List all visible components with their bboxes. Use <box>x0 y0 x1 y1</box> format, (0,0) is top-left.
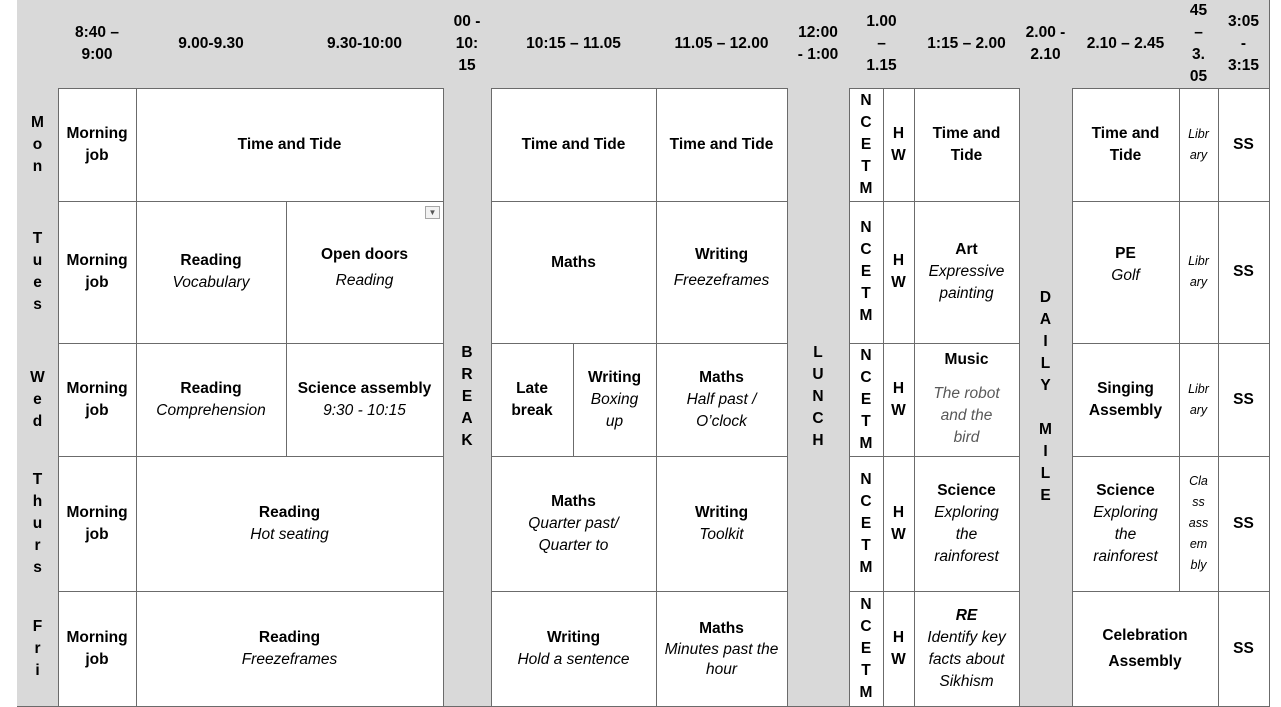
tues-library: Library <box>1179 201 1219 344</box>
wed-writing <box>573 343 657 457</box>
fri-ncetm <box>849 591 884 707</box>
wed-maths-sub: Half past / O’clock <box>686 390 757 430</box>
tues-pe <box>1072 201 1180 344</box>
wed-ncetm-text: N C E T M <box>859 346 873 452</box>
tues-hw: HW <box>883 201 915 344</box>
fri-reading <box>136 591 444 707</box>
mon-ncetm <box>849 88 884 202</box>
thurs-writing <box>656 456 788 592</box>
header-time-0245: 45 – 3. 05 <box>1179 0 1219 89</box>
tues-reading <box>136 201 287 344</box>
thurs-ncetm <box>849 456 884 592</box>
tues-ncetm <box>849 201 884 344</box>
tues-pe-sub: Golf <box>1111 267 1140 284</box>
fri-maths <box>656 591 788 707</box>
day-label-thurs-text: T h u r s <box>32 470 43 576</box>
thurs-science-late <box>1072 456 1180 592</box>
wed-music-sub: The robot and the bird <box>933 385 1000 446</box>
thurs-science-title: Science <box>937 481 996 499</box>
wed-science-assembly-time: 9:30 - 10:15 <box>323 401 406 419</box>
header-time-0100: 1.00 – 1.15 <box>849 0 915 89</box>
mon-library: Library <box>1179 88 1219 202</box>
day-label-mon <box>17 88 59 202</box>
thurs-science-sub: Exploring the rainforest <box>934 503 999 565</box>
mon-ncetm-text: N C E T M <box>859 91 873 197</box>
fri-morning-job: Morning job <box>58 591 137 707</box>
day-label-tues <box>17 201 59 344</box>
mon-period-1105: Time and Tide <box>656 88 788 202</box>
header-time-0900: 9.00-9.30 <box>136 0 287 89</box>
day-label-wed <box>17 343 59 457</box>
wed-music <box>914 343 1020 457</box>
dropdown-arrow-icon[interactable]: ▼ <box>425 206 440 219</box>
mon-period-0115: Time and Tide <box>914 88 1020 202</box>
tues-open-doors-sub: Reading <box>335 272 394 289</box>
header-time-0840: 8:40 – 9:00 <box>58 0 137 89</box>
day-label-fri <box>17 591 59 707</box>
daily-mile-column <box>1019 88 1073 707</box>
tues-open-doors-title: Open doors <box>321 246 408 263</box>
tues-morning-job: Morning job <box>58 201 137 344</box>
tues-maths: Maths <box>491 201 657 344</box>
tues-reading-sub: Vocabulary <box>172 274 250 291</box>
thurs-hw: HW <box>883 456 915 592</box>
thurs-morning-job: Morning job <box>58 456 137 592</box>
mon-ss: SS <box>1218 88 1270 202</box>
break-column <box>443 88 492 707</box>
wed-writing-title: Writing <box>587 368 642 386</box>
thurs-reading-title: Reading <box>258 503 321 521</box>
thurs-library: Class assembly <box>1179 456 1219 592</box>
tues-art <box>914 201 1020 344</box>
fri-writing <box>491 591 657 707</box>
thurs-reading-sub: Hot seating <box>250 525 329 543</box>
header-time-0115: 1:15 – 2.00 <box>914 0 1020 89</box>
wed-science-assembly-title: Science assembly <box>297 379 432 397</box>
fri-re-sub: Identify key facts about Sikhism <box>927 628 1006 690</box>
mon-period-1015: Time and Tide <box>491 88 657 202</box>
day-label-thurs <box>17 456 59 592</box>
wed-library: Library <box>1179 343 1219 457</box>
wed-science-assembly <box>286 343 444 457</box>
tues-art-sub: Expressive painting <box>928 263 1005 302</box>
mon-hw: HW <box>883 88 915 202</box>
tues-ss: SS <box>1218 201 1270 344</box>
wed-ss: SS <box>1218 343 1270 457</box>
thurs-maths <box>491 456 657 592</box>
thurs-writing-title: Writing <box>694 503 749 521</box>
fri-hw: HW <box>883 591 915 707</box>
header-time-0200: 2.00 - 2.10 <box>1019 0 1073 89</box>
fri-reading-title: Reading <box>258 628 321 646</box>
thurs-writing-sub: Toolkit <box>699 525 744 543</box>
fri-celebration-assembly: Celebration Assembly <box>1072 591 1219 707</box>
break-column-text: B R E A K <box>461 344 473 449</box>
thurs-ss: SS <box>1218 456 1270 592</box>
day-label-tues-text: T u e s <box>32 230 43 313</box>
mon-morning-job: Morning job <box>58 88 137 202</box>
thurs-ncetm-text: N C E T M <box>859 470 873 576</box>
mon-period-0210: Time and Tide <box>1072 88 1180 202</box>
header-time-1015: 10:15 – 11.05 <box>491 0 657 89</box>
fri-ss: SS <box>1218 591 1270 707</box>
tues-writing-sub: Freezeframes <box>673 272 770 289</box>
wed-reading <box>136 343 287 457</box>
thurs-science-late-sub: Exploring the rainforest <box>1093 503 1158 565</box>
wed-maths <box>656 343 788 457</box>
lunch-column-text: L U N C H <box>812 344 824 449</box>
thurs-reading <box>136 456 444 592</box>
fri-writing-title: Writing <box>546 628 601 646</box>
fri-ncetm-text: N C E T M <box>859 595 873 701</box>
wed-late-break: Late break <box>491 343 574 457</box>
thurs-maths-title: Maths <box>551 492 596 510</box>
tues-writing <box>656 201 788 344</box>
header-time-0305: 3:05 - 3:15 <box>1218 0 1270 89</box>
header-time-1105: 11.05 – 12.00 <box>656 0 788 89</box>
wed-writing-sub: Boxing up <box>590 390 639 430</box>
fri-re <box>914 591 1020 707</box>
wed-singing-assembly: Singing Assembly <box>1072 343 1180 457</box>
mon-time-and-tide-morning: Time and Tide <box>136 88 444 202</box>
fri-maths-title: Maths <box>699 619 744 637</box>
thurs-science-afternoon <box>914 456 1020 592</box>
wed-maths-title: Maths <box>699 368 744 386</box>
header-time-0210: 2.10 – 2.45 <box>1072 0 1180 89</box>
fri-writing-sub: Hold a sentence <box>517 650 630 668</box>
header-corner <box>17 0 59 89</box>
tues-reading-title: Reading <box>180 252 242 269</box>
day-label-wed-text: W e d <box>30 368 45 430</box>
wed-morning-job: Morning job <box>58 343 137 457</box>
wed-ncetm <box>849 343 884 457</box>
fri-reading-sub: Freezeframes <box>241 650 338 668</box>
tues-writing-title: Writing <box>694 246 749 263</box>
wed-hw: HW <box>883 343 915 457</box>
lunch-column <box>787 88 850 707</box>
wed-reading-title: Reading <box>180 379 242 397</box>
tues-open-doors <box>286 201 444 344</box>
header-time-0930: 9.30-10:00 <box>286 0 444 89</box>
fri-re-title: RE <box>955 606 978 624</box>
header-time-break: 00 - 10: 15 <box>443 0 492 89</box>
tues-art-title: Art <box>955 241 978 258</box>
daily-mile-column-text: D A I L Y M I L E <box>1039 289 1052 504</box>
wed-reading-sub: Comprehension <box>156 401 266 419</box>
tues-pe-title: PE <box>1115 245 1136 262</box>
wed-music-title: Music <box>944 351 989 368</box>
day-label-fri-text: F r i <box>32 617 43 679</box>
header-time-1200: 12:00 - 1:00 <box>787 0 850 89</box>
thurs-science-late-title: Science <box>1096 481 1155 499</box>
fri-maths-sub: Minutes past the hour <box>664 640 779 678</box>
thurs-maths-sub: Quarter past/ Quarter to <box>528 514 619 554</box>
day-label-mon-text: M o n <box>31 113 44 175</box>
tues-ncetm-text: N C E T M <box>859 219 873 324</box>
